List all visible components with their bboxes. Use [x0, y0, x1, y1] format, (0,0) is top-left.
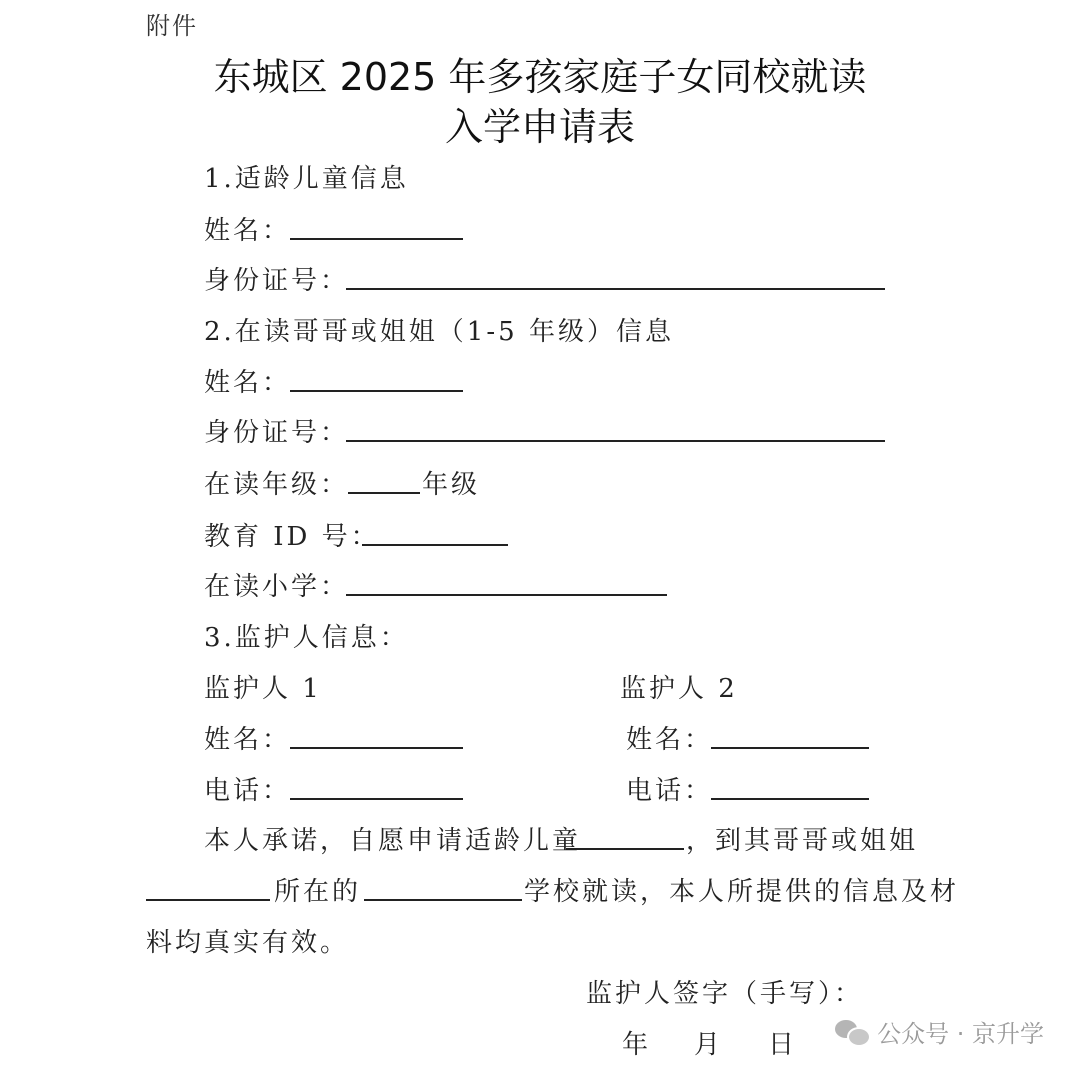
pledge-text-2: ，到其哥哥或姐姐 — [686, 826, 919, 856]
sibling-id-label: 身份证号： — [204, 418, 350, 448]
guardian1-name-field[interactable] — [290, 747, 463, 749]
wechat-icon — [835, 1018, 869, 1046]
section3-heading: 3.监护人信息： — [204, 623, 409, 653]
watermark — [835, 1014, 1044, 1049]
school-label: 在读小学： — [204, 572, 350, 602]
date-day: 日 — [768, 1030, 798, 1060]
sibling-id-field[interactable] — [346, 440, 885, 442]
section2-heading: 2.在读哥哥或姐姐（1-5 年级）信息 — [204, 317, 674, 347]
pledge-school-field[interactable] — [364, 899, 522, 901]
guardian2-name-label: 姓名： — [626, 725, 714, 755]
pledge-child-field[interactable] — [566, 848, 684, 850]
date-year: 年 — [622, 1030, 652, 1060]
pledge-text-1: 本人承诺，自愿申请适龄儿童 — [204, 826, 582, 856]
sibling-grade-suffix: 年级 — [422, 470, 481, 500]
sibling-grade-field[interactable] — [348, 492, 420, 494]
sibling-grade-label: 在读年级： — [204, 470, 350, 500]
pledge-sibling-field[interactable] — [146, 899, 270, 901]
section1-heading: 1.适龄儿童信息 — [204, 164, 409, 194]
signature-label: 监护人签字（手写）： — [586, 979, 864, 1009]
guardian1-phone-field[interactable] — [290, 798, 463, 800]
edu-id-label: 教育 ID 号： — [204, 522, 380, 552]
guardian1-name-label: 姓名： — [204, 725, 292, 755]
pledge-text-4: 学校就读，本人所提供的信息及材 — [524, 877, 960, 907]
child-name-field[interactable] — [290, 238, 463, 240]
child-id-field[interactable] — [346, 288, 885, 290]
edu-id-field[interactable] — [362, 544, 508, 546]
attachment-label: 附件 — [146, 12, 198, 40]
guardian2-title: 监护人 2 — [620, 674, 738, 704]
sibling-name-field[interactable] — [290, 390, 463, 392]
guardian1-title: 监护人 1 — [204, 674, 322, 704]
date-month: 月 — [694, 1030, 724, 1060]
guardian1-phone-label: 电话： — [204, 776, 292, 806]
pledge-text-5: 料均真实有效。 — [146, 928, 350, 958]
watermark-text: 公众号 · 京升学 — [877, 1020, 1044, 1048]
form-title-line2: 入学申请表 — [444, 105, 635, 149]
child-id-label: 身份证号： — [204, 266, 350, 296]
school-field[interactable] — [346, 594, 667, 596]
guardian2-phone-field[interactable] — [711, 798, 869, 800]
form-title-line1: 东城区 2025 年多孩家庭子女同校就读 — [213, 55, 867, 99]
guardian2-phone-label: 电话： — [626, 776, 714, 806]
pledge-text-3: 所在的 — [274, 877, 362, 907]
sibling-name-label: 姓名： — [204, 368, 292, 398]
guardian2-name-field[interactable] — [711, 747, 869, 749]
child-name-label: 姓名： — [204, 216, 292, 246]
